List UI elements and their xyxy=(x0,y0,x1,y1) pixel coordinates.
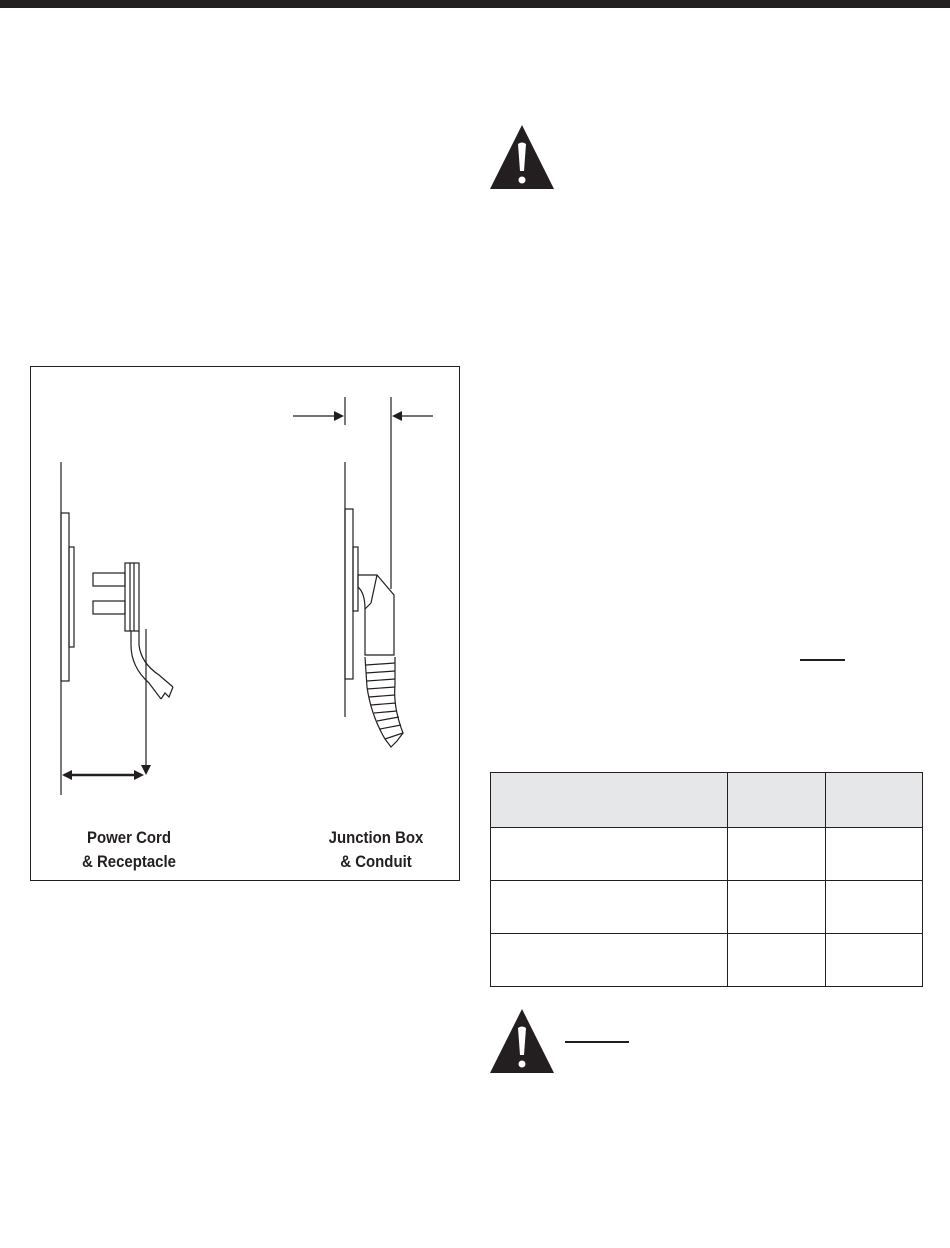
table-cell xyxy=(826,828,923,881)
specification-table xyxy=(490,772,923,987)
underline-mark xyxy=(565,1041,629,1043)
caption-power-cord xyxy=(59,826,200,874)
table-row xyxy=(491,881,923,934)
caption-junction-box xyxy=(310,826,442,874)
caption-right-line1: Junction Box xyxy=(328,828,424,847)
caption-left-line1: Power Cord xyxy=(87,828,171,847)
underline-mark xyxy=(800,659,845,661)
table-header-cell xyxy=(826,773,923,828)
caption-right-line2: & Conduit xyxy=(340,852,412,871)
caption-left-line2: & Receptacle xyxy=(82,852,176,871)
installation-figure xyxy=(30,366,460,881)
table-row xyxy=(491,934,923,987)
installation-diagram xyxy=(31,367,461,882)
table-cell xyxy=(491,828,728,881)
receptacle-face xyxy=(69,547,74,647)
table-cell xyxy=(826,881,923,934)
junction-box xyxy=(358,575,394,655)
table-header-cell xyxy=(728,773,826,828)
warning-triangle-icon xyxy=(489,1008,555,1074)
table-cell xyxy=(826,934,923,987)
table-cell xyxy=(728,881,826,934)
table-cell xyxy=(491,934,728,987)
table-cell xyxy=(728,828,826,881)
receptacle-plate xyxy=(61,513,69,681)
table-cell xyxy=(491,881,728,934)
table-row xyxy=(491,828,923,881)
top-rule xyxy=(0,0,950,8)
plug-prong-bottom xyxy=(93,601,125,614)
warning-triangle-icon xyxy=(489,124,555,190)
junction-plate xyxy=(345,509,353,679)
table-header-cell xyxy=(491,773,728,828)
table-cell xyxy=(728,934,826,987)
plug-prong-top xyxy=(93,573,125,586)
table-header-row xyxy=(491,773,923,828)
conduit xyxy=(365,657,403,739)
plug-body xyxy=(125,563,139,631)
